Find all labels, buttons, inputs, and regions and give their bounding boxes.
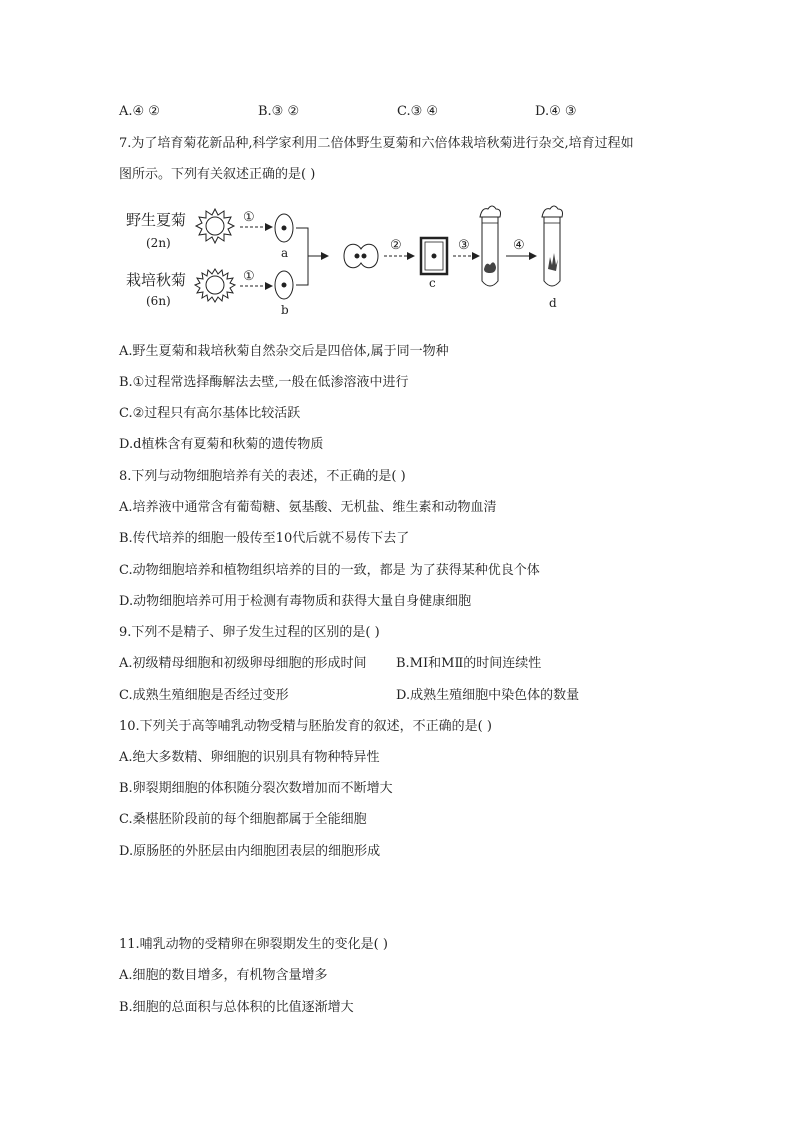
q9-option-b: B.MⅠ和MⅡ的时间连续性: [396, 656, 542, 671]
q7-option-b: B.①过程常选择酶解法去壁,一般在低渗溶液中进行: [119, 375, 409, 390]
q8-option-a: A.培养液中通常含有葡萄糖、氨基酸、无机盐、维生素和动物血清: [119, 500, 497, 515]
test-tube-plantlet-d: [542, 206, 563, 286]
q10-option-a: A.绝大多数精、卵细胞的识别具有物种特异性: [119, 750, 380, 765]
label-wild-ploidy: (2n): [146, 236, 171, 250]
test-tube-callus: [480, 206, 501, 286]
label-cult-ploidy: (6n): [146, 294, 171, 308]
step3: ③: [458, 238, 470, 253]
q11-option-b: B.细胞的总面积与总体积的比值逐渐增大: [119, 1000, 354, 1015]
q8-option-b: B.传代培养的细胞一般传至10代后就不易传下去了: [119, 531, 410, 546]
label-c: c: [429, 276, 436, 290]
step1-top: ①: [243, 210, 255, 225]
q7-option-c: C.②过程只有高尔基体比较活跃: [119, 406, 301, 421]
label-wild: 野生夏菊: [126, 211, 187, 229]
q6-option-b: B.③ ②: [258, 104, 300, 119]
fused-cell: [344, 244, 378, 267]
label-a: a: [281, 246, 289, 260]
q7-option-a: A.野生夏菊和栽培秋菊自然杂交后是四倍体,属于同一物种: [119, 344, 449, 359]
label-cult: 栽培秋菊: [126, 271, 187, 289]
q11-stem: 11.哺乳动物的受精卵在卵裂期发生的变化是( ): [119, 937, 388, 952]
q10-option-d: D.原肠胚的外胚层由内细胞团表层的细胞形成: [119, 844, 381, 859]
q8-option-d: D.动物细胞培养可用于检测有毒物质和获得大量自身健康细胞: [119, 594, 472, 609]
q7-stem-line1: 7.为了培育菊花新品种,科学家利用二倍体野生夏菊和六倍体栽培秋菊进行杂交,培育过程如: [119, 136, 634, 151]
q9-option-a: A.初级精母细胞和初级卵母细胞的形成时间: [119, 656, 367, 671]
q10-option-b: B.卵裂期细胞的体积随分裂次数增加而不断增大: [119, 781, 393, 796]
q8-stem: 8.下列与动物细胞培养有关的表述，不正确的是( ): [119, 469, 406, 484]
q6-option-a: A.④ ②: [119, 104, 160, 119]
step1-bottom: ①: [243, 269, 255, 284]
q8-option-c: C.动物细胞培养和植物组织培养的目的一致，都是 为了获得某种优良个体: [119, 563, 540, 578]
label-b: b: [281, 303, 289, 317]
q7-breeding-diagram: [116, 195, 576, 317]
q11-option-a: A.细胞的数目增多，有机物含量增多: [119, 968, 328, 983]
step4: ④: [513, 238, 525, 253]
q9-option-d: D.成熟生殖细胞中染色体的数量: [396, 688, 580, 703]
step2: ②: [390, 238, 402, 253]
wild-cell-spiky: [196, 209, 234, 243]
label-d: d: [549, 296, 557, 310]
q7-option-d: D.d植株含有夏菊和秋菊的遗传物质: [119, 437, 324, 452]
q6-option-d: D.④ ③: [535, 104, 577, 119]
q7-stem-line2: 图所示。下列有关叙述正确的是( ): [119, 167, 316, 182]
q10-stem: 10.下列关于高等哺乳动物受精与胚胎发育的叙述，不正确的是( ): [119, 719, 492, 734]
q10-option-c: C.桑椹胚阶段前的每个细胞都属于全能细胞: [119, 812, 367, 827]
q9-option-c: C.成熟生殖细胞是否经过变形: [119, 688, 289, 703]
q9-stem: 9.下列不是精子、卵子发生过程的区别的是( ): [119, 625, 380, 640]
cult-cell-spiky: [195, 269, 235, 302]
q6-option-c: C.③ ④: [397, 104, 439, 119]
